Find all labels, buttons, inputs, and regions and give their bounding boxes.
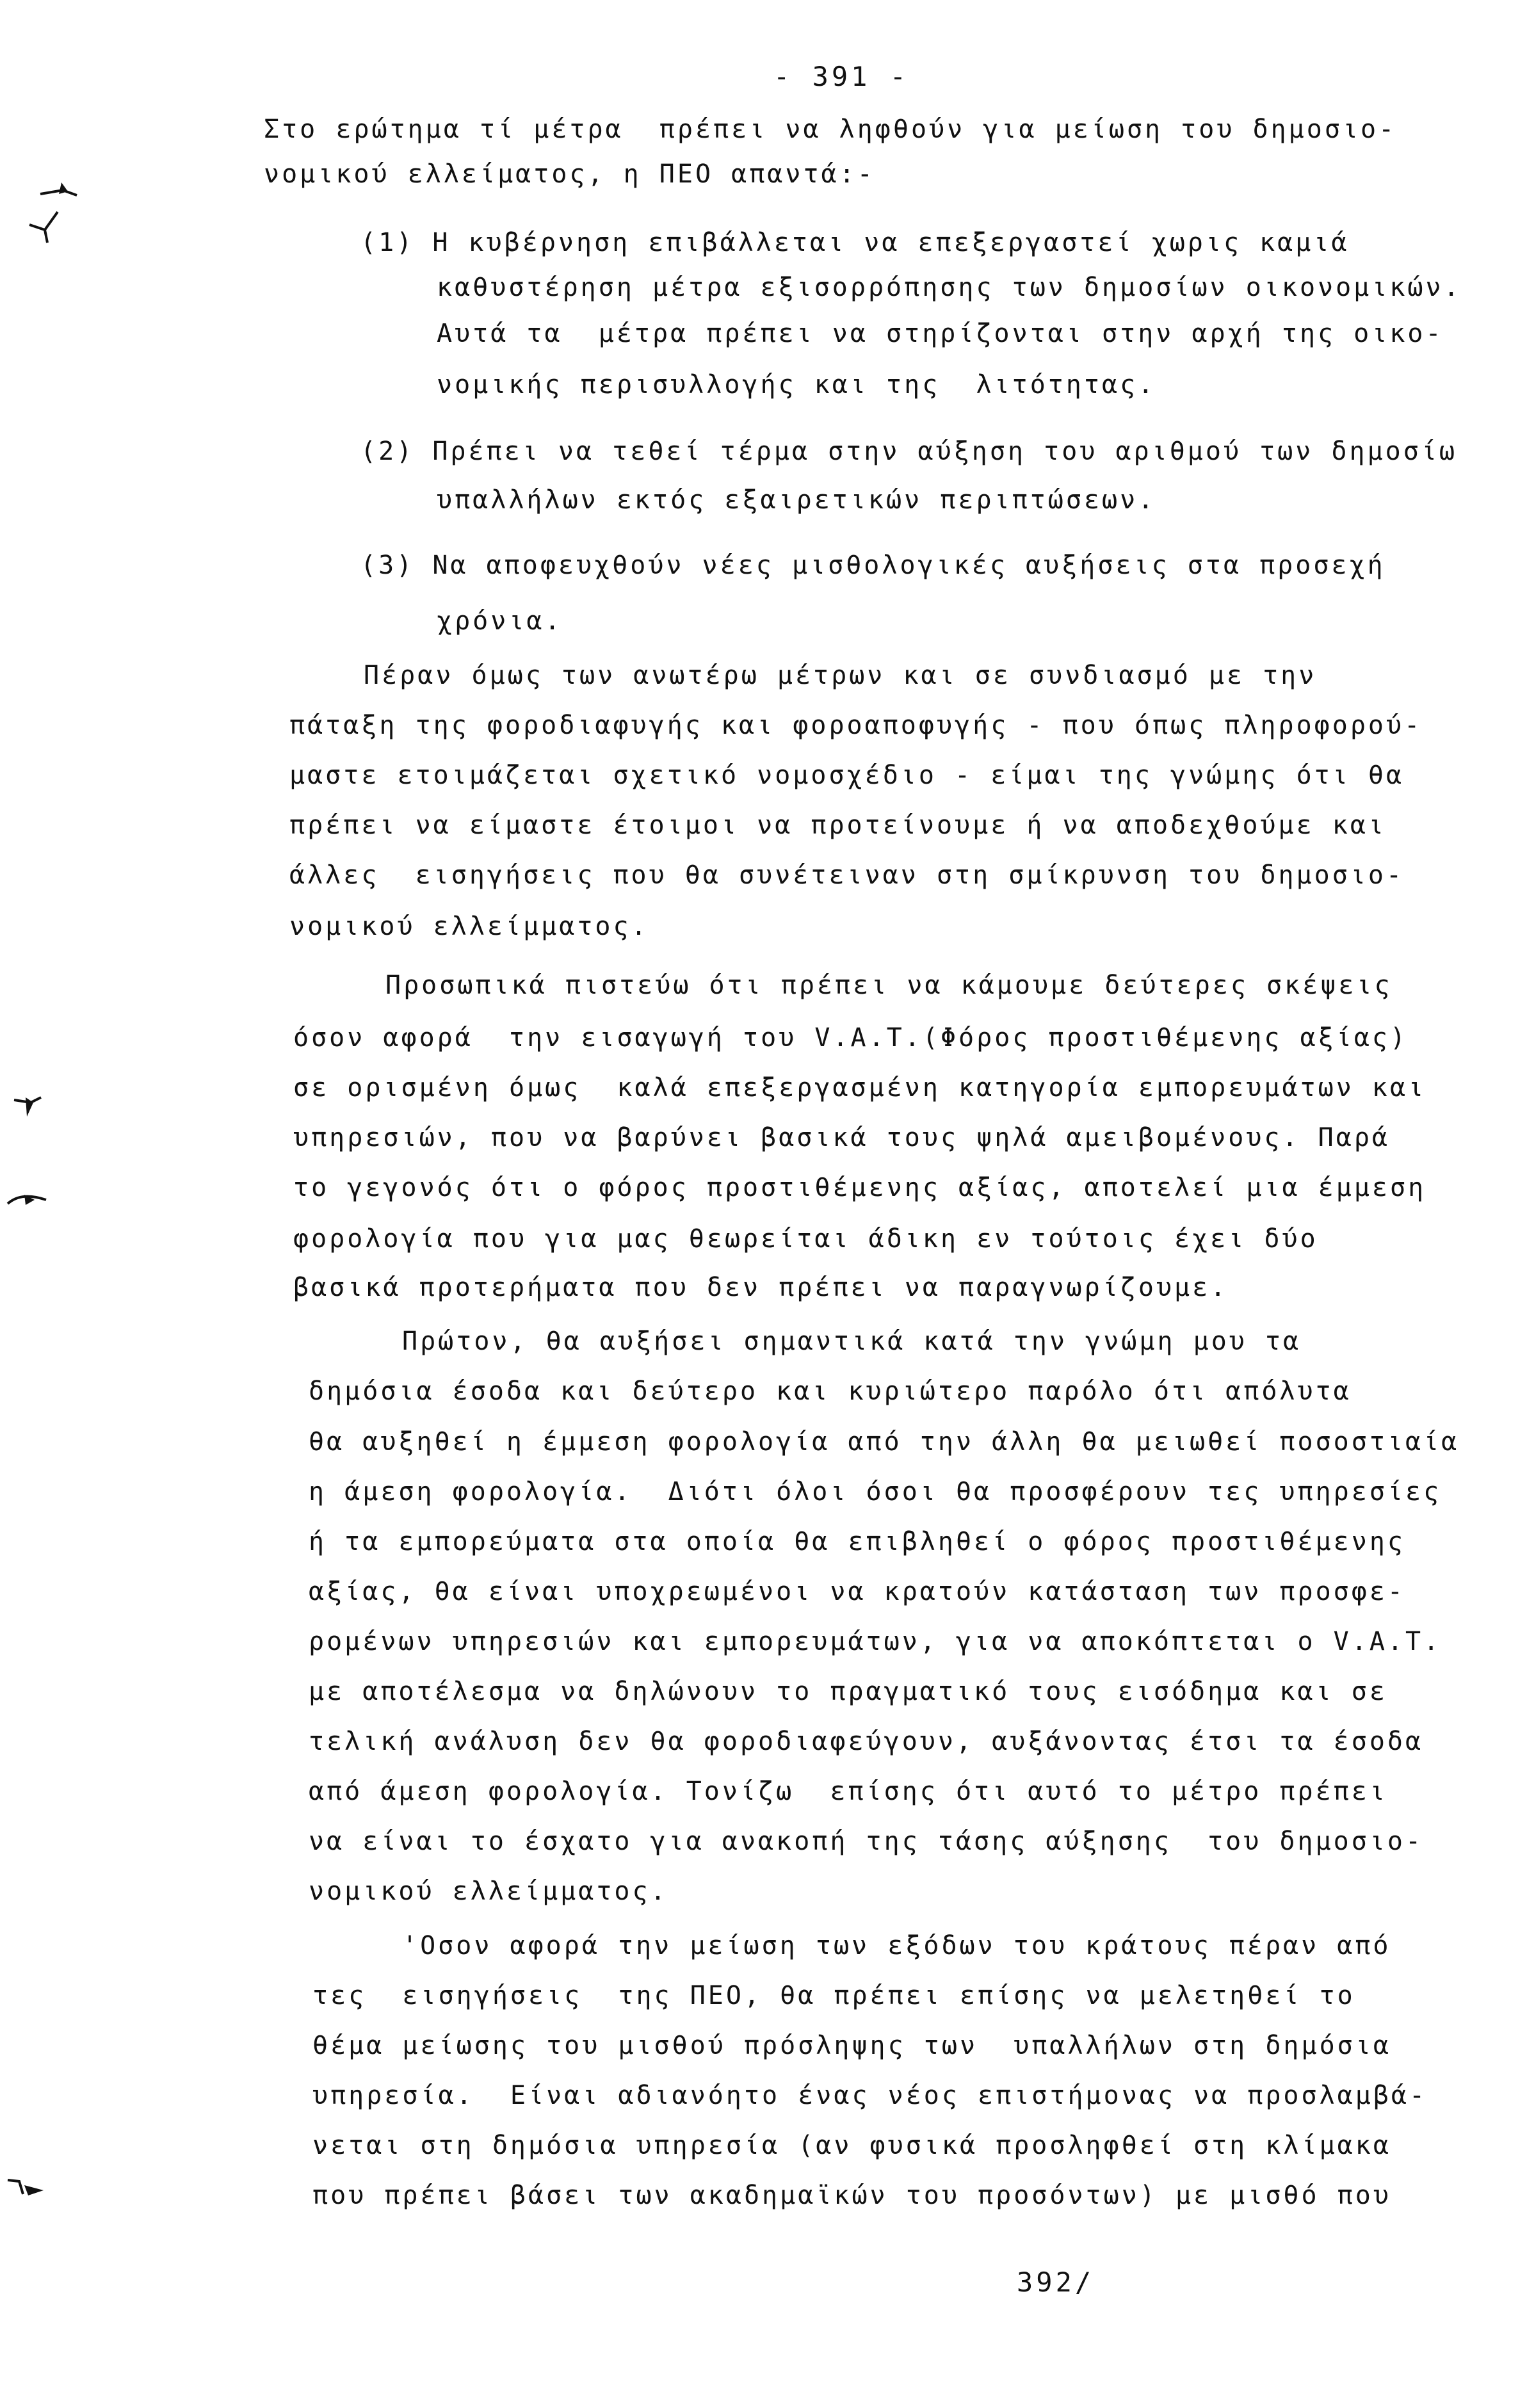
paragraph-line: Πέραν όμως των ανωτέρω μέτρων και σε συνδιασμό με την: [364, 661, 1317, 690]
paragraph-line: το γεγονός ότι ο φόρος προστιθέμενης αξίας, αποτελεί μια έμμεση: [293, 1173, 1426, 1202]
paragraph-line: που πρέπει βάσει των ακαδημαϊκών του προσόντων) με μισθό που: [312, 2181, 1391, 2210]
page-number: - 391 -: [773, 61, 910, 92]
paragraph-line: βασικά προτερήματα που δεν πρέπει να παραγνωρίζουμε.: [293, 1273, 1229, 1302]
paragraph-line: μαστε ετοιμάζεται σχετικό νομοσχέδιο - είμαι της γνώμης ότι θα: [289, 761, 1405, 790]
list-item-line: χρόνια.: [437, 606, 563, 636]
paragraph-line: όσον αφορά την εισαγωγή του V.A.T.(Φόρος προστιθέμενης αξίας): [293, 1023, 1409, 1053]
paragraph-line: υπηρεσιών, που να βαρύνει βασικά τους ψηλά αμειβομένους. Παρά: [293, 1123, 1391, 1152]
paragraph-line: νομικού ελλείμματος.: [289, 912, 649, 941]
arrow-mark-icon: [5, 2174, 50, 2199]
paragraph-line: πάταξη της φοροδιαφυγής και φοροαποφυγής - που όπως πληροφορού-: [289, 711, 1423, 740]
paragraph-line: τες εισηγήσεις της ΠΕΟ, θα πρέπει επίσης να μελετηθεί το: [312, 1981, 1355, 2010]
paragraph-line: τελική ανάλυση δεν θα φοροδιαφεύγουν, αυξάνοντας έτσι τα έσοδα: [309, 1727, 1424, 1756]
paragraph-line: με αποτέλεσμα να δηλώνουν το πραγματικό τους εισόδημα και σε: [309, 1677, 1387, 1706]
paragraph-line: η άμεση φορολογία. Διότι όλοι όσοι θα προσφέρουν τες υπηρεσίες: [309, 1477, 1442, 1507]
paragraph-line: δημόσια έσοδα και δεύτερο και κυριώτερο παρόλο ότι απόλυτα: [309, 1377, 1352, 1406]
paragraph-line: άλλες εισηγήσεις που θα συνέτειναν στη σμίκρυνση του δημοσιο-: [289, 861, 1405, 890]
paragraph-line: θέμα μείωσης του μισθού πρόσληψης των υπαλλήλων στη δημόσια: [312, 2031, 1391, 2060]
arrow-mark-icon: [37, 176, 82, 202]
list-item-line: (2) Πρέπει να τεθεί τέρμα στην αύξηση του αριθμού των δημοσίω: [360, 437, 1458, 466]
paragraph-line: πρέπει να είμαστε έτοιμοι να προτείνουμε ή να αποδεχθούμε και: [289, 811, 1387, 840]
paragraph-line: από άμεση φορολογία. Τονίζω επίσης ότι αυτό το μέτρο πρέπει: [309, 1777, 1387, 1806]
paragraph-line: 'Οσον αφορά την μείωση των εξόδων του κράτους πέραν από: [402, 1931, 1391, 1960]
paragraph-line: φορολογία που για μας θεωρείται άδικη εν τούτοις έχει δύο: [293, 1224, 1318, 1254]
paragraph-line: αξίας, θα είναι υποχρεωμένοι να κρατούν κατάσταση των προσφε-: [309, 1577, 1406, 1606]
paragraph-line: να είναι το έσχατο για ανακοπή της τάσης αύξησης του δημοσιο-: [309, 1827, 1424, 1856]
paragraph-line: νεται στη δημόσια υπηρεσία (αν φυσικά προσληφθεί στη κλίμακα: [312, 2131, 1391, 2160]
paragraph-line: Πρώτον, θα αυξήσει σημαντικά κατά την γνώμη μου τα: [402, 1327, 1302, 1356]
arrow-mark-icon: [12, 1088, 44, 1120]
catchword: 392/: [1017, 2267, 1095, 2298]
list-item-line: υπαλλήλων εκτός εξαιρετικών περιπτώσεων.: [437, 485, 1156, 515]
paragraph-line: ρομένων υπηρεσιών και εμπορευμάτων, για να αποκόπτεται ο V.A.T.: [309, 1627, 1442, 1656]
paragraph-line: ή τα εμπορεύματα στα οποία θα επιβληθεί ο φόρος προστιθέμενης: [309, 1527, 1406, 1556]
paragraph-line: θα αυξηθεί η έμμεση φορολογία από την άλλη θα μειωθεί ποσοστιαία: [309, 1427, 1460, 1457]
list-item-line: νομικής περισυλλογής και της λιτότητας.: [437, 370, 1156, 400]
intro-line: νομικού ελλείματος, η ΠΕΟ απαντά:-: [264, 159, 875, 189]
list-item-line: (3) Να αποφευχθούν νέες μισθολογικές αυξήσεις στα προσεχή: [360, 551, 1386, 580]
paragraph-line: νομικού ελλείμματος.: [309, 1877, 668, 1906]
list-item-line: καθυστέρηση μέτρα εξισορρόπησης των δημοσίων οικονομικών.: [437, 273, 1462, 302]
paragraph-line: Προσωπικά πιστεύω ότι πρέπει να κάμουμε δεύτερες σκέψεις: [385, 971, 1393, 1000]
check-mark-icon: [26, 208, 64, 246]
paragraph-line: σε ορισμένη όμως καλά επεξεργασμένη κατηγορία εμπορευμάτων και: [293, 1073, 1426, 1103]
list-item-line: (1) Η κυβέρνηση επιβάλλεται να επεξεργαστεί χωρις καμιά: [360, 228, 1350, 257]
paragraph-line: υπηρεσία. Είναι αδιανόητο ένας νέος επιστήμονας να προσλαμβά-: [312, 2081, 1428, 2110]
arrow-mark-icon: [5, 1191, 50, 1210]
intro-line: Στο ερώτημα τί μέτρα πρέπει να ληφθούν για μείωση του δημοσιο-: [264, 115, 1397, 144]
list-item-line: Αυτά τα μέτρα πρέπει να στηρίζονται στην αρχή της οικο-: [437, 319, 1444, 348]
